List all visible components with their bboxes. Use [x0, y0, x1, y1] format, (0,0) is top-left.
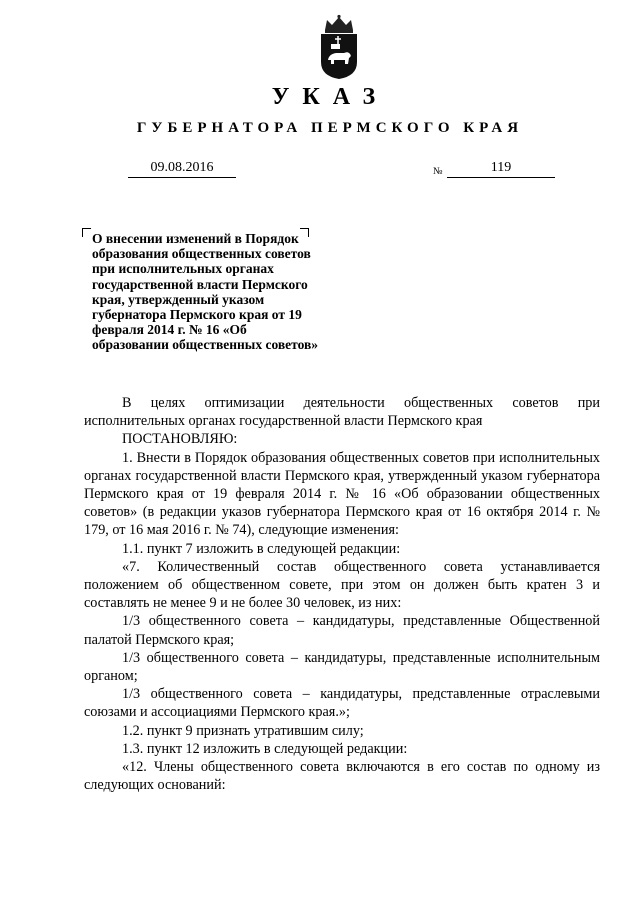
issuer-title: ГУБЕРНАТОРА ПЕРМСКОГО КРАЯ — [136, 120, 524, 136]
document-body — [84, 394, 600, 794]
clause-7-item-1: 1/3 общественного совета – кандидатуры, представленные Общественной палатой Пермского края; — [84, 613, 600, 648]
document-date: 09.08.2016 — [128, 160, 236, 178]
document-heading: О внесении изменений в Порядок образования общественных советов при исполнительных органах государственной власти Пермского края, утвержденный указом губернатора Пермского края от 19 февраля 2014 г. № 16 «Об образовании общественных советов» — [92, 231, 319, 353]
decree-word: ПОСТАНОВЛЯЮ: — [122, 431, 238, 448]
heading-bracket-left — [82, 228, 91, 237]
clause-1-2: 1.2. пункт 9 признать утратившим силу; — [122, 722, 364, 739]
preamble-paragraph: В целях оптимизации деятельности общественных советов при исполнительных органах государственной власти Пермского края — [84, 395, 600, 430]
number-sign: № — [433, 166, 443, 177]
clause-7-item-3: 1/3 общественного совета – кандидатуры, представленные отраслевыми союзами и ассоциациями Пермского края.»; — [84, 686, 600, 721]
clause-1-3: 1.3. пункт 12 изложить в следующей редакции: — [122, 740, 408, 757]
clause-12-text: «12. Члены общественного совета включаются в его состав по одному из следующих оснований: — [84, 759, 600, 794]
document-title: УКАЗ — [271, 84, 389, 110]
clause-7-item-2: 1/3 общественного совета – кандидатуры, представленные исполнительным органом; — [84, 649, 600, 685]
clause-7-text: «7. Количественный состав общественного совета устанавливается положением об общественном совете, при этом он должен быть кратен 3 и составлять не менее 9 и не более 30 человек, из них: — [84, 558, 600, 612]
clause-1-1: 1.1. пункт 7 изложить в следующей редакции: — [122, 540, 401, 557]
perm-krai-coat-of-arms-icon — [316, 14, 362, 80]
clause-1: 1. Внести в Порядок образования общественных советов при исполнительных органах государственной власти Пермского края, утвержденный указом губернатора Пермского края от 19 февраля 2014 г. № 16 «Об образовании общественных советов» (в редакции указов губернатора Пермского края от 16 октября 2014 г. № 179, от 16 мая 2016 г. № 74), следующие изменения: — [84, 449, 600, 539]
document-number: 119 — [447, 160, 555, 178]
